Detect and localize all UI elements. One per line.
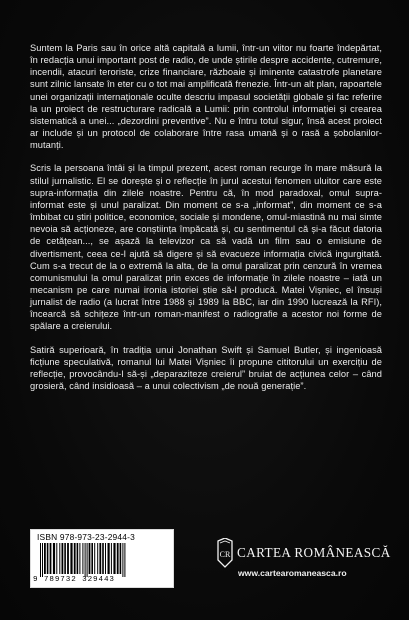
barcode-bar [70, 543, 72, 574]
blurb-paragraph-2: Scris la persoana întâi și la timpul prezent, acest roman recurge în mare măsură la stilul jurnalistic. El se dorește și o reflecție în jurul acestui fenomen uluitor care este supra-informația din zilele noastre. Pentru că, în mod paradoxal, omul supra-informat este și unul paralizat. Din moment ce s-a „informat”, din moment ce s-a îmbibat cu știri politice, economice, sociale și mondene, omul-miastină nu mai simte nevoia să acționeze, are conștiința împăcată și, cu sentimentul că și-a făcut datoria de cetățean..., se așază la televizor ca să vadă un film sau o emisiune de divertisment, ceea ce-l ajută să digere și să evacueze informația civică ingurgitată. Cum s-a trecut de la o extremă la alta, de la omul paralizat prin cenzură în vremea comunismului la omul paralizat prin exces de informație în zilele noastre – iată un mecanism pe care numai ironia istoriei știe să-l producă. Matei Vișniec, el însuși jurnalist de radio (a lucrat între 1988 și 1989 la BBC, iar din 1990 lucrează la RFI), încearcă să schițeze într-un roman-manifest o radiografie a acestor noi forme de spălare a creierului. [30, 163, 382, 332]
barcode-bar [87, 543, 88, 577]
barcode-bar [56, 543, 57, 574]
barcode-bar [113, 543, 115, 574]
cover-blurb [30, 42, 382, 392]
barcode-bar [64, 543, 66, 574]
barcode-image [39, 543, 167, 577]
barcode-bar [124, 543, 125, 577]
isbn-label: ISBN 978-973-23-2944-3 [37, 532, 135, 542]
barcode-digits: 9 789732 329443 [33, 576, 115, 584]
barcode-bar [44, 543, 46, 574]
barcode-bar [117, 543, 119, 574]
barcode-bar [120, 543, 122, 574]
barcode-bar [74, 543, 76, 574]
barcode-bar [50, 543, 52, 574]
barcode-bar [53, 543, 55, 574]
barcode-bar [94, 543, 95, 574]
barcode-bar [42, 543, 43, 577]
barcode-bar [62, 543, 64, 574]
barcode-bar [67, 543, 69, 574]
blurb-paragraph-1: Suntem la Paris sau în orice altă capitală a lumii, într-un viitor nu foarte îndepărtat, în redacția unui important post de radio, de unde știrile despre accidente, cutremure, incendii, atacuri teroriste, crize financiare, războaie și iminente catastrofe planetare sunt zilnic lansate în eter cu o tot mai amplificată frenezie. Într-un alt plan, rapoartele unei organizații internaționale oculte descriu impasul societății globale și fac referire la un proiect de restructurare radicală a Lumii: prin controlul informației și crearea sistematică a unei... „dezordini preventive”. Nu e întru totul sigur, însă acest proiect ar include și un protocol de colaborare între rasa umană și o rasă a șobolanilor-mutanți. [30, 43, 382, 151]
barcode-bar [108, 543, 110, 574]
blurb-paragraph-3: Satiră superioară, în tradiția unui Jonathan Swift și Samuel Butler, și ingenioasă ficțiune speculativă, romanul lui Matei Vișniec îi propune cititorului un exercițiu de reflecție, provocându-l să-și „deparaziteze creierul” bruiat de acțiunea celor – când grosieră, când insidioasă – a unui colectivism „de nouă generație”. [30, 344, 382, 392]
barcode-bar [91, 543, 93, 574]
barcode-bar [111, 543, 112, 574]
barcode-bar [99, 543, 101, 574]
barcode-bar [40, 543, 41, 577]
publisher-logo-icon [216, 538, 234, 568]
barcode-bar [89, 543, 91, 574]
publisher-url: www.cartearomaneasca.ro [238, 568, 347, 578]
publisher-name: CARTEA ROMÂNEASCĂ [237, 545, 391, 560]
barcode-bar [59, 543, 60, 574]
isbn-barcode-box [30, 529, 174, 588]
barcode-bar [105, 543, 106, 574]
barcode-bar [47, 543, 49, 574]
barcode-bar [85, 543, 86, 577]
barcode-bar [82, 543, 83, 574]
barcode-bar [77, 543, 79, 574]
barcode-bar [79, 543, 80, 574]
barcode-bar [97, 543, 98, 574]
publisher-block [216, 538, 391, 586]
barcode-bar [122, 543, 123, 577]
barcode-bar [102, 543, 104, 574]
publisher-logo-text: CR [219, 550, 231, 559]
